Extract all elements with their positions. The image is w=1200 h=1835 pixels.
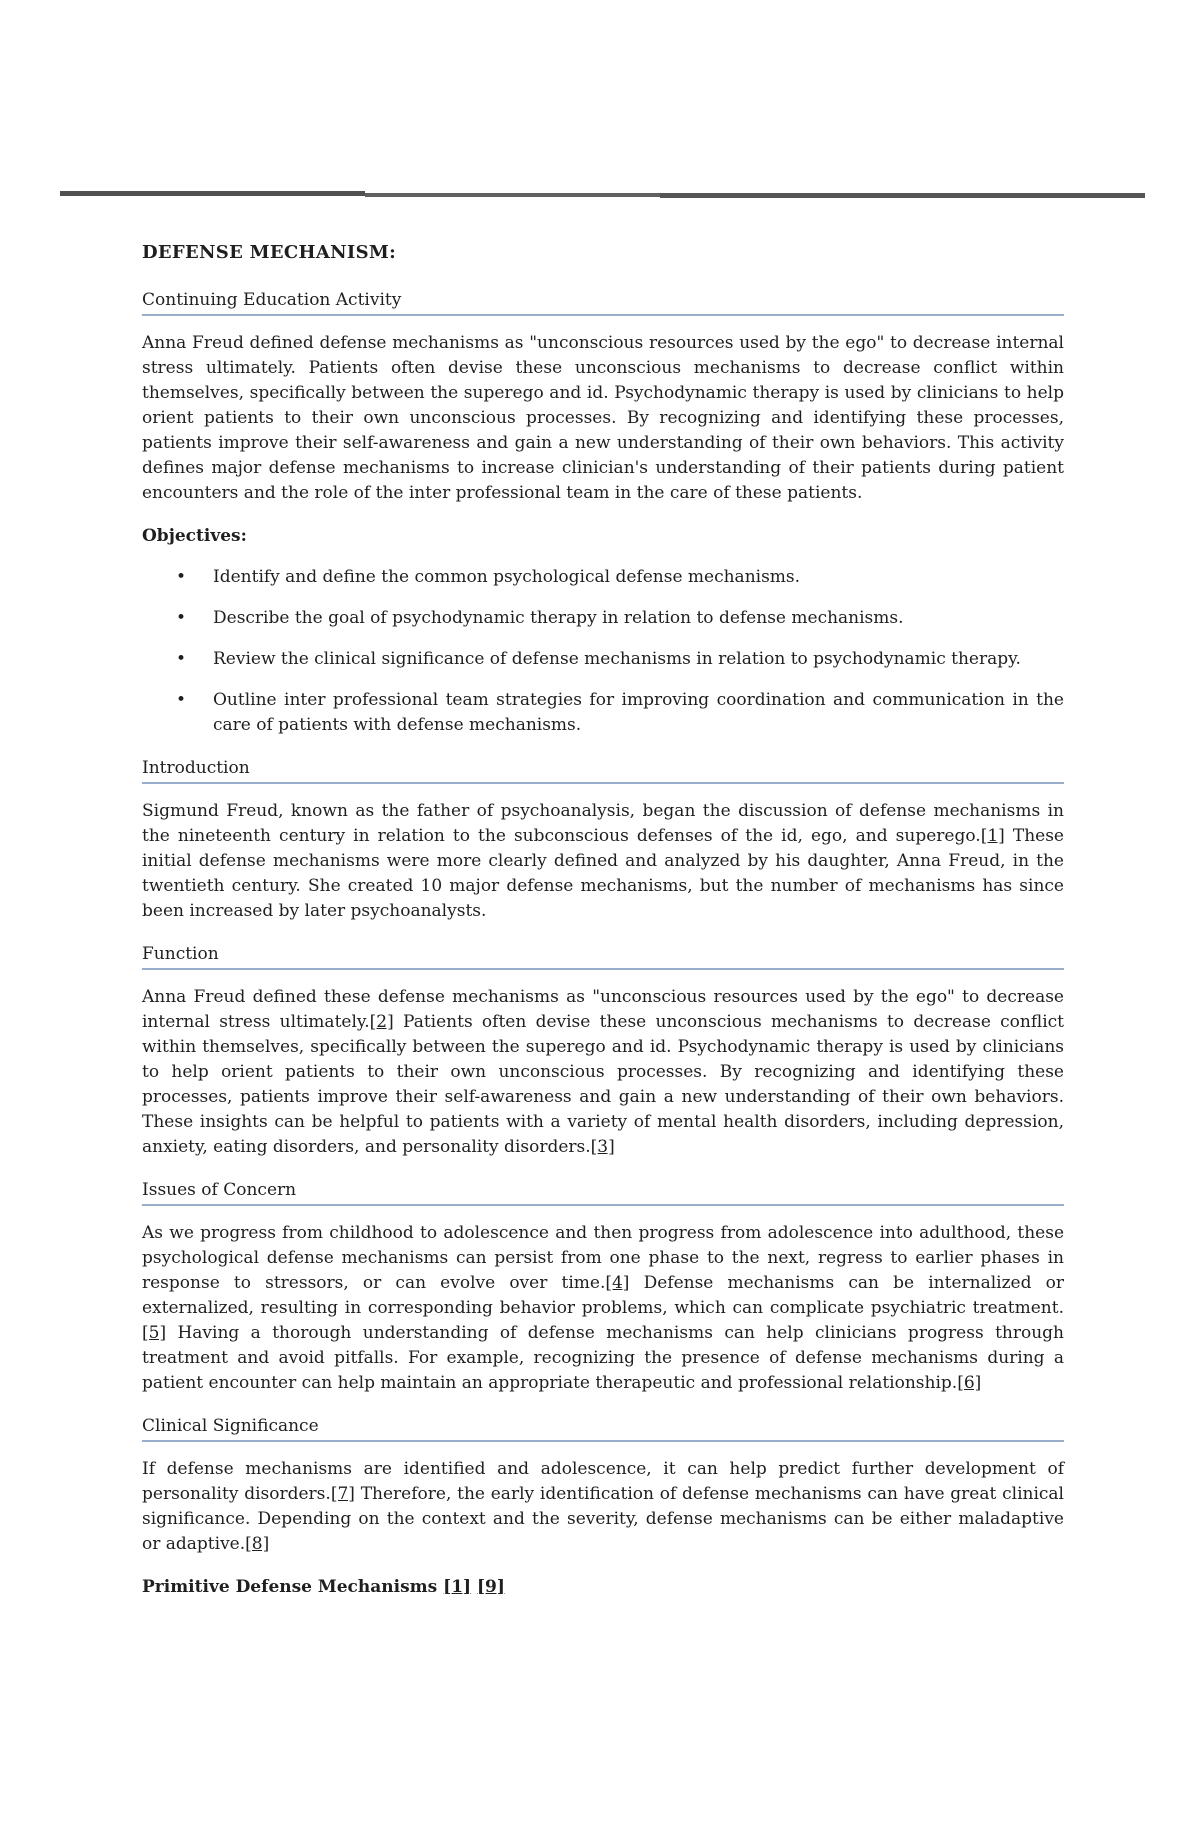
clinical-text-2: Therefore, the early identification of defense mechanisms can have great clinical significance. Depending on the context and the severity, defense mechanisms can be either maladaptive or adaptive. (142, 1484, 1064, 1554)
list-item (142, 688, 1064, 738)
bullet-icon: • (176, 567, 187, 587)
primitive-defense-heading (142, 1575, 1064, 1600)
citation-link[interactable]: [1] (443, 1577, 472, 1597)
objective-text: Identify and define the common psychological defense mechanisms. (213, 567, 801, 587)
function-text-1: Anna Freud defined these defense mechanisms as "unconscious resources used by the ego" to decrease internal stress ultimately. (142, 987, 1064, 1032)
heading-clinical-significance: Clinical Significance (142, 1414, 1064, 1442)
objective-text: Review the clinical significance of defense mechanisms in relation to psychodynamic therapy. (213, 649, 1021, 669)
function-text-2: Patients often devise these unconscious mechanisms to decrease conflict within themselves, specifically between the superego and id. Psychodynamic therapy is used by clinicians to help orient patients to their own unconscious processes. By recognizing and identifying these processes, patients improve their self-awareness and gain a new understanding of their own behaviors. These insights can be helpful to patients with a variety of mental health disorders, including depression, anxiety, eating disorders, and personality disorders. (142, 1012, 1064, 1157)
objectives-list (142, 565, 1064, 738)
list-item (142, 647, 1064, 672)
citation-link[interactable]: [1] (980, 826, 1005, 846)
paragraph-continuing-education: Anna Freud defined defense mechanisms as "unconscious resources used by the ego" to decrease internal stress ultimately. Patients often devise these unconscious mechanisms to decrease conflict within themselves, specifically between the superego and id. Psychodynamic therapy is used by clinicians to help orient patients to their own unconscious processes. By recognizing and identifying these processes, patients improve their self-awareness and gain a new understanding of their own behaviors. This activity defines major defense mechanisms to increase clinician's understanding of their patients during patient encounters and the role of the inter professional team in the care of these patients. (142, 333, 1064, 503)
document-title: DEFENSE MECHANISM: (142, 242, 397, 263)
clinical-text-1: If defense mechanisms are identified and adolescence, it can help predict further development of personality disorders. (142, 1459, 1064, 1504)
objective-text: Describe the goal of psychodynamic therapy in relation to defense mechanisms. (213, 608, 904, 628)
objectives-label: Objectives: (142, 526, 247, 546)
issues-text-1: As we progress from childhood to adolescence and then progress from adolescence into adulthood, these psychological defense mechanisms can persist from one phase to the next, regress to earlier phases in response to stressors, or can evolve over time. (142, 1223, 1064, 1293)
bullet-icon: • (176, 608, 187, 628)
heading-issues-of-concern: Issues of Concern (142, 1178, 1064, 1206)
citation-link[interactable]: [5] (142, 1323, 167, 1343)
heading-continuing-education: Continuing Education Activity (142, 288, 1064, 316)
paragraph-clinical-significance (142, 1457, 1064, 1557)
bullet-icon: • (176, 649, 187, 669)
heading-function: Function (142, 942, 1064, 970)
list-item (142, 565, 1064, 590)
paragraph-introduction (142, 799, 1064, 924)
citation-link[interactable]: [6] (957, 1373, 982, 1393)
citation-link[interactable]: [3] (590, 1137, 615, 1157)
citation-link[interactable]: [8] (245, 1534, 270, 1554)
objective-text: Outline inter professional team strategies for improving coordination and communication in the care of patients with defense mechanisms. (213, 690, 1064, 735)
citation-link[interactable]: [2] (369, 1012, 394, 1032)
list-item (142, 606, 1064, 631)
citation-link[interactable]: [7] (330, 1484, 355, 1504)
paragraph-function (142, 985, 1064, 1160)
header-rule-left (60, 191, 365, 196)
citation-link[interactable]: [4] (605, 1273, 630, 1293)
heading-introduction: Introduction (142, 756, 1064, 784)
citation-link[interactable]: [9] (477, 1577, 505, 1597)
paragraph-issues-of-concern (142, 1221, 1064, 1396)
intro-text-1: Sigmund Freud, known as the father of psychoanalysis, began the discussion of defense mechanisms in the nineteenth century in relation to the subconscious defenses of the id, ego, and superego. (142, 801, 1064, 846)
document-body (142, 240, 1064, 1616)
intro-text-2: These initial defense mechanisms were more clearly defined and analyzed by his daughter, Anna Freud, in the twentieth century. She created 10 major defense mechanisms, but the number of mechanisms has since been increased by later psychoanalysts. (142, 826, 1064, 921)
issues-text-3: Having a thorough understanding of defense mechanisms can help clinicians progress through treatment and avoid pitfalls. For example, recognizing the presence of defense mechanisms during a patient encounter can help maintain an appropriate therapeutic and professional relationship. (142, 1323, 1064, 1393)
bullet-icon: • (176, 690, 187, 710)
primitive-label: Primitive Defense Mechanisms (142, 1577, 444, 1597)
header-rule-right-thick (660, 193, 1145, 198)
issues-text-2: Defense mechanisms can be internalized or externalized, resulting in corresponding behavior problems, which can complicate psychiatric treatment. (142, 1273, 1064, 1318)
